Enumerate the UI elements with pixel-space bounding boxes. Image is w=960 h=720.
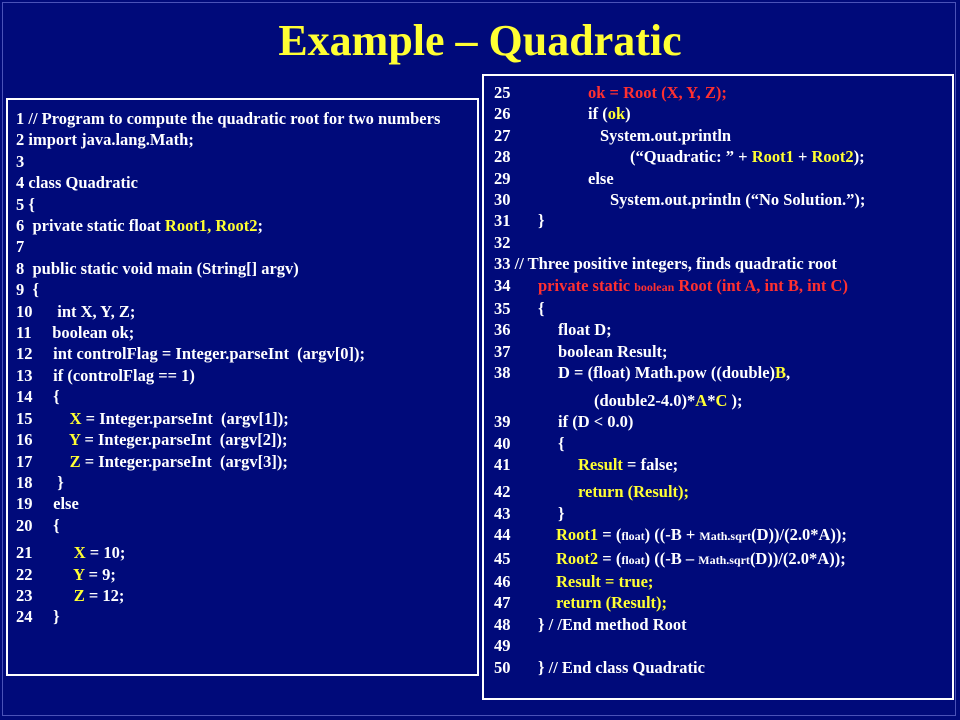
code-line: 50 } // End class Quadratic [494,657,705,677]
code-line: 3 [16,151,25,171]
code-highlight: Y [69,430,81,450]
code-line: 48 } / /End method Root [494,614,687,634]
code-line: 40 { [494,433,565,453]
code-panel-left [6,98,479,676]
code-line: 8 public static void main (String[] argv) [16,258,299,278]
code-line: 42 return (Result); [494,482,690,502]
code-highlight: Z [69,451,81,471]
code-line: 34 private static boolean Root (int A, int B, int C) [494,275,848,295]
code-line: 29 else [494,168,614,188]
code-line: 33 // Three positive integers, finds quadratic root [494,254,837,274]
code-line: 14 { [16,387,60,407]
code-line: 28 (“Quadratic: ” + Root1 + Root2); [494,147,865,167]
code-line: 21 X = 10; [16,543,126,563]
code-line: 12 int controlFlag = Integer.parseInt (argv[0]); [16,344,365,364]
code-line: 49 [494,636,511,656]
code-line: 5 { [16,194,35,214]
code-line: 45 Root2 = (float) ((-B – Math.sqrt(D))/(2.0*A)); [494,548,846,568]
slide-title: Example – Quadratic [278,16,682,65]
code-line: 30 System.out.println (“No Solution.”); [494,190,866,210]
code-line: 43 } [494,503,565,523]
code-line: 46 Result = true; [494,571,654,591]
code-line: 36 float D; [494,320,612,340]
code-line: 31 } [494,211,545,231]
code-line: 20 { [16,515,60,535]
code-line: 44 Root1 = (float) ((-B + Math.sqrt(D))/(2.0*A)); [494,525,847,545]
code-line: 38 D = (float) Math.pow ((double)B, [494,363,791,383]
code-highlight: Root1, Root2 [164,216,258,236]
code-line: 18 } [16,472,64,492]
code-line: 26 if (ok) [494,104,631,124]
code-highlight: X [69,408,82,428]
code-line: 4 class Quadratic [16,173,138,193]
code-line: 6 private static float Root1, Root2; [16,216,263,236]
code-line: 41 Result = false; [494,454,679,474]
code-line: 25 ok = Root (X, Y, Z); [494,83,727,102]
code-highlight: X [73,543,86,563]
code-line: 32 [494,232,511,252]
code-line: 11 boolean ok; [16,323,135,343]
code-line: 35 { [494,299,545,319]
code-line: 22 Y = 9; [16,564,116,584]
code-line: 37 boolean Result; [494,341,668,361]
code-highlight: Y [73,564,85,584]
code-line: 15 X = Integer.parseInt (argv[1]); [16,408,289,428]
code-line: 16 Y = Integer.parseInt (argv[2]); [16,430,288,450]
code-line: 39 if (D < 0.0) [494,412,634,432]
code-line: 47 return (Result); [494,593,668,613]
code-line: 2 import java.lang.Math; [16,130,194,150]
code-line: 19 else [16,494,79,514]
code-line: 9 { [16,280,40,300]
code-line: 17 Z = Integer.parseInt (argv[3]); [16,451,288,471]
code-line: 23 Z = 12; [16,585,125,605]
code-line: (double2-4.0)*A*C ); [594,390,743,410]
code-line: 7 [16,237,25,257]
code-line: 10 int X, Y, Z; [16,301,136,321]
code-line: 24 } [16,607,60,627]
code-line: 13 if (controlFlag == 1) [16,365,195,385]
code-line: 1 // Program to compute the quadratic root for two numbers [16,109,441,128]
code-highlight: Z [73,585,85,605]
code-line: 27 System.out.println [494,125,732,145]
code-panel-right [482,74,954,700]
